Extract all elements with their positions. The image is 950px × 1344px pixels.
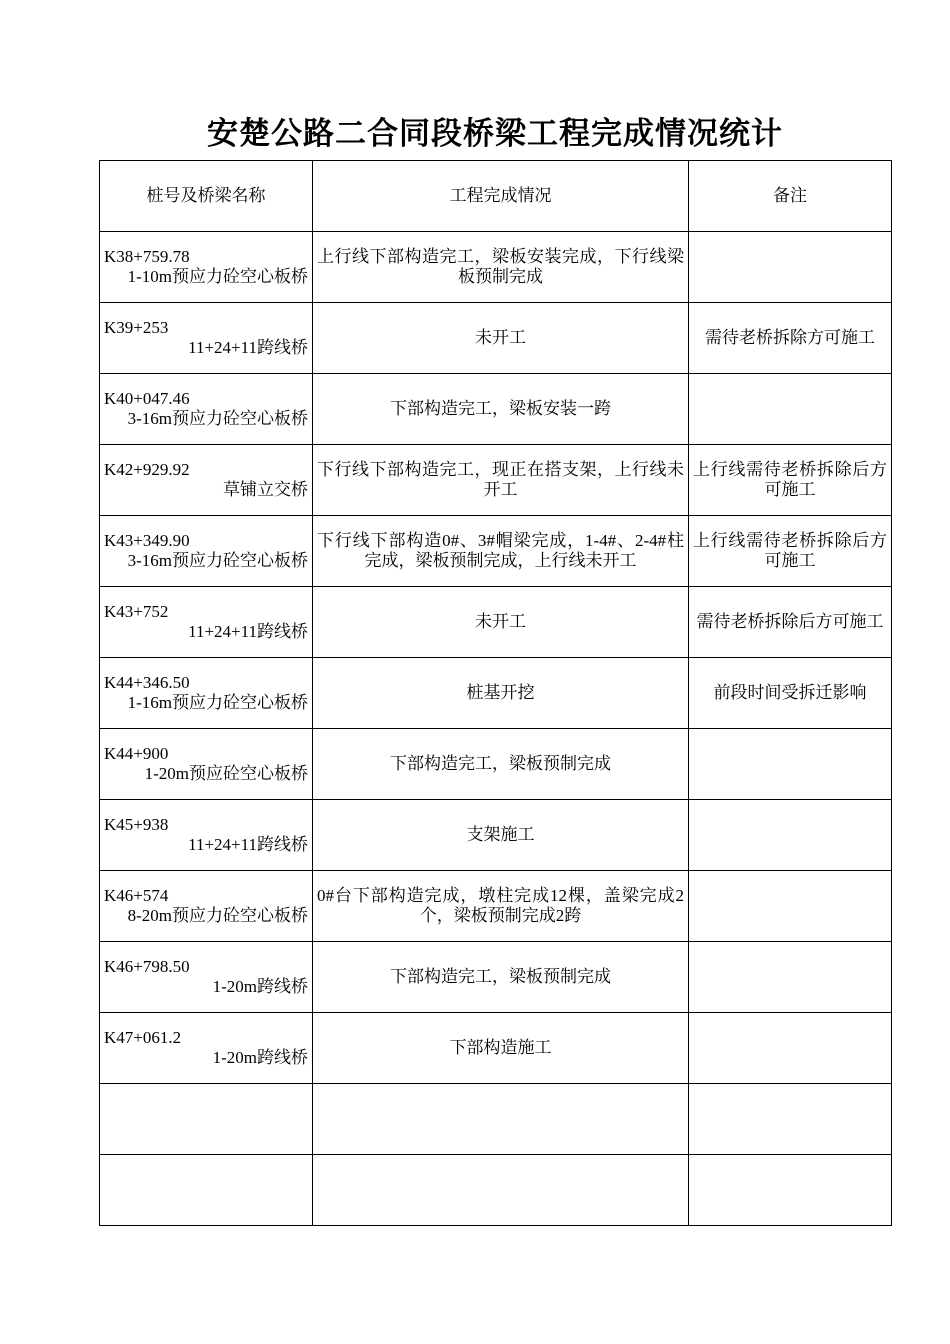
pile-number: K42+929.92 bbox=[104, 460, 190, 479]
status-text: 下部构造完工，梁板预制完成 bbox=[390, 754, 611, 773]
pile-name-cell bbox=[100, 1155, 313, 1226]
pile-number: K38+759.78 bbox=[104, 247, 190, 266]
remark-cell bbox=[689, 658, 892, 729]
remark-cell bbox=[689, 516, 892, 587]
remark-cell bbox=[689, 1155, 892, 1226]
status-text: 下部构造施工 bbox=[449, 1038, 552, 1057]
pile-name-cell bbox=[100, 658, 313, 729]
remark-text: 需待老桥拆除方可施工 bbox=[705, 328, 875, 347]
remark-cell bbox=[689, 942, 892, 1013]
pile-name-cell bbox=[100, 445, 313, 516]
table-row bbox=[100, 445, 892, 516]
remark-cell bbox=[689, 800, 892, 871]
table-row bbox=[100, 1155, 892, 1226]
table-row bbox=[100, 942, 892, 1013]
bridge-name: 草铺立交桥 bbox=[223, 480, 308, 499]
pile-name-cell bbox=[100, 1084, 313, 1155]
pile-number: K46+574 bbox=[104, 886, 169, 905]
pile-name-cell bbox=[100, 232, 313, 303]
remark-cell bbox=[689, 232, 892, 303]
status-cell bbox=[313, 942, 689, 1013]
table-row bbox=[100, 658, 892, 729]
pile-number: K47+061.2 bbox=[104, 1028, 182, 1047]
status-text: 0#台下部构造完成，墩柱完成12棵，盖梁完成2个，梁板预制完成2跨 bbox=[317, 886, 684, 925]
status-text: 未开工 bbox=[475, 612, 526, 631]
pile-number: K39+253 bbox=[104, 318, 169, 337]
pile-number: K46+798.50 bbox=[104, 957, 190, 976]
pile-number: K40+047.46 bbox=[104, 389, 190, 408]
table-row bbox=[100, 374, 892, 445]
status-text: 桩基开挖 bbox=[466, 683, 535, 702]
remark-cell bbox=[689, 729, 892, 800]
header-remark: 备注 bbox=[689, 161, 892, 232]
table-row bbox=[100, 587, 892, 658]
status-cell bbox=[313, 374, 689, 445]
table-row bbox=[100, 871, 892, 942]
status-text: 支架施工 bbox=[466, 825, 535, 844]
table-row bbox=[100, 1084, 892, 1155]
status-cell bbox=[313, 800, 689, 871]
status-text: 下部构造完工，梁板安装一跨 bbox=[390, 399, 611, 418]
bridge-name: 11+24+11跨线桥 bbox=[188, 622, 308, 641]
status-cell bbox=[313, 303, 689, 374]
status-text: 未开工 bbox=[475, 328, 526, 347]
status-cell bbox=[313, 232, 689, 303]
bridge-name: 1-20m跨线桥 bbox=[212, 1048, 308, 1067]
header-name: 桩号及桥梁名称 bbox=[100, 161, 313, 232]
pile-name-cell bbox=[100, 303, 313, 374]
bridge-name: 8-20m预应力砼空心板桥 bbox=[127, 906, 308, 925]
status-cell bbox=[313, 658, 689, 729]
remark-cell bbox=[689, 587, 892, 658]
remark-text: 上行线需待老桥拆除后方可施工 bbox=[693, 460, 887, 499]
status-cell bbox=[313, 587, 689, 658]
remark-cell bbox=[689, 303, 892, 374]
pile-name-cell bbox=[100, 729, 313, 800]
remark-cell bbox=[689, 871, 892, 942]
pile-number: K43+349.90 bbox=[104, 531, 190, 550]
status-cell bbox=[313, 1013, 689, 1084]
table-header-row bbox=[100, 161, 892, 232]
remark-cell bbox=[689, 1013, 892, 1084]
status-text: 上行线下部构造完工，梁板安装完成，下行线梁板预制完成 bbox=[317, 247, 684, 286]
pile-number: K44+900 bbox=[104, 744, 169, 763]
status-text: 下行线下部构造0#、3#帽梁完成，1-4#、2-4#柱完成，梁板预制完成，上行线未开工 bbox=[317, 531, 684, 570]
remark-text: 上行线需待老桥拆除后方可施工 bbox=[693, 531, 887, 570]
pile-number: K43+752 bbox=[104, 602, 169, 621]
bridge-name: 11+24+11跨线桥 bbox=[188, 835, 308, 854]
pile-name-cell bbox=[100, 1013, 313, 1084]
remark-cell bbox=[689, 445, 892, 516]
pile-number: K44+346.50 bbox=[104, 673, 190, 692]
remark-text: 前段时间受拆迁影响 bbox=[713, 683, 867, 702]
status-cell bbox=[313, 516, 689, 587]
pile-name-cell bbox=[100, 871, 313, 942]
bridge-progress-table bbox=[99, 160, 892, 1226]
remark-text: 需待老桥拆除后方可施工 bbox=[696, 612, 884, 631]
pile-number: K45+938 bbox=[104, 815, 169, 834]
table-row bbox=[100, 516, 892, 587]
pile-name-cell bbox=[100, 942, 313, 1013]
pile-name-cell bbox=[100, 587, 313, 658]
table-row bbox=[100, 1013, 892, 1084]
status-cell bbox=[313, 871, 689, 942]
header-status: 工程完成情况 bbox=[313, 161, 689, 232]
remark-cell bbox=[689, 374, 892, 445]
bridge-name: 1-20m预应砼空心板桥 bbox=[144, 764, 308, 783]
pile-name-cell bbox=[100, 374, 313, 445]
table-row bbox=[100, 800, 892, 871]
table-row bbox=[100, 729, 892, 800]
bridge-name: 1-16m预应力砼空心板桥 bbox=[127, 693, 308, 712]
bridge-name: 1-10m预应力砼空心板桥 bbox=[127, 267, 308, 286]
bridge-name: 3-16m预应力砼空心板桥 bbox=[127, 551, 308, 570]
page-title: 安楚公路二合同段桥梁工程完成情况统计 bbox=[207, 116, 783, 151]
bridge-name: 3-16m预应力砼空心板桥 bbox=[127, 409, 308, 428]
bridge-name: 11+24+11跨线桥 bbox=[188, 338, 308, 357]
status-cell bbox=[313, 445, 689, 516]
status-cell bbox=[313, 1155, 689, 1226]
table-row bbox=[100, 232, 892, 303]
status-text: 下部构造完工，梁板预制完成 bbox=[390, 967, 611, 986]
pile-name-cell bbox=[100, 800, 313, 871]
status-text: 下行线下部构造完工，现正在搭支架，上行线未开工 bbox=[317, 460, 684, 499]
bridge-name: 1-20m跨线桥 bbox=[212, 977, 308, 996]
status-cell bbox=[313, 729, 689, 800]
table-row bbox=[100, 303, 892, 374]
remark-cell bbox=[689, 1084, 892, 1155]
status-cell bbox=[313, 1084, 689, 1155]
pile-name-cell bbox=[100, 516, 313, 587]
